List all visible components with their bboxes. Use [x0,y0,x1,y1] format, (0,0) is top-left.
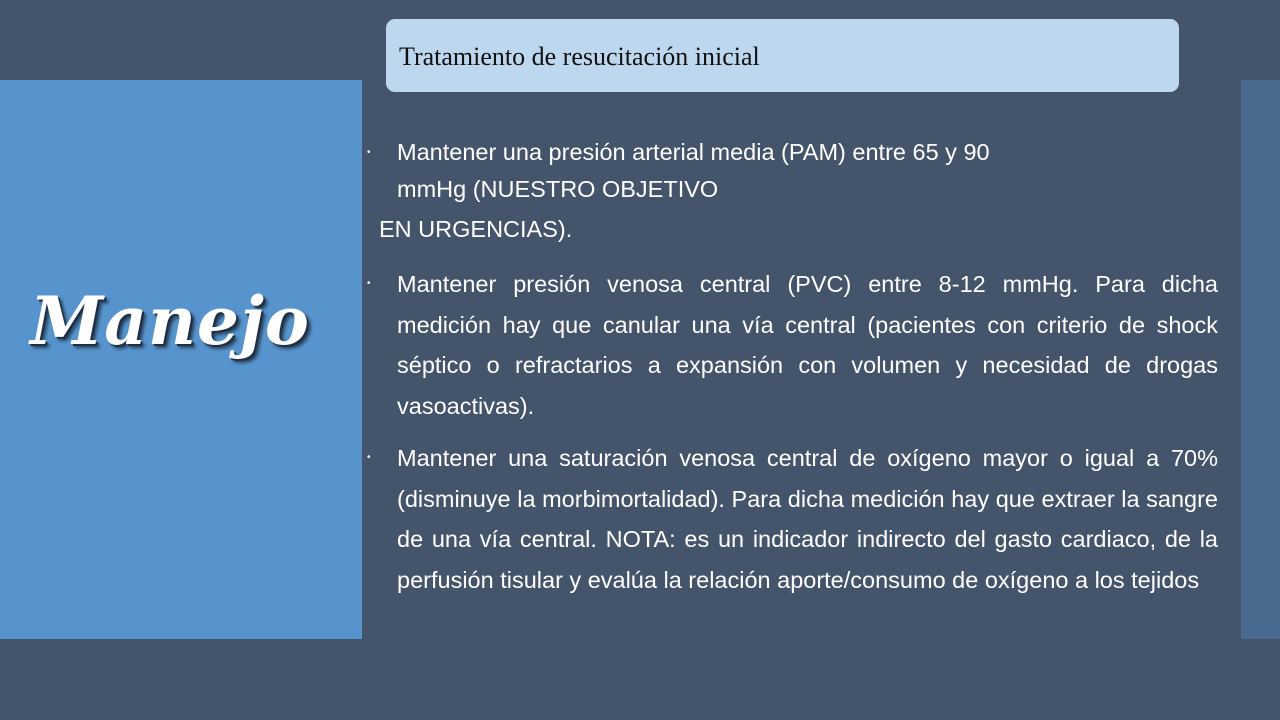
section-title: Manejo [30,282,310,360]
right-decorative-strip [1241,80,1280,639]
bullet-text-line: mmHg (NUESTRO OBJETIVO [397,176,719,202]
bullet-list [362,134,1218,600]
bullet-text-line: Mantener una presión arterial media (PAM) entre 65 y 90 [397,139,990,165]
bullet-text: Mantener presión venosa central (PVC) entre 8-12 mmHg. Para dicha medición hay que canular una vía central (pacientes con criterio de shock séptico o refractarios a expansión con volumen y necesidad de drogas vasoactivas). [397,271,1218,419]
bullet-item-saturation [362,438,1218,600]
bullet-icon: • [367,452,371,463]
bullet-icon: • [367,278,371,289]
header-box [386,19,1179,92]
bullet-item-pam [362,134,1218,208]
bullet-text: Mantener una saturación venosa central de oxígeno mayor o igual a 70% (disminuye la morbimortalidad). Para dicha medición hay que extraer la sangre de una vía central. NOTA: es un indicador indirecto del gasto cardiaco, de la perfusión tisular y evalúa la relación aporte/consumo de oxígeno a los tejidos [397,445,1218,593]
slide-heading: Tratamiento de resucitación inicial [399,41,760,71]
bullet-icon: • [367,147,371,158]
bullet-continuation: EN URGENCIAS). [379,216,573,242]
bullet-item-pvc [362,264,1218,426]
